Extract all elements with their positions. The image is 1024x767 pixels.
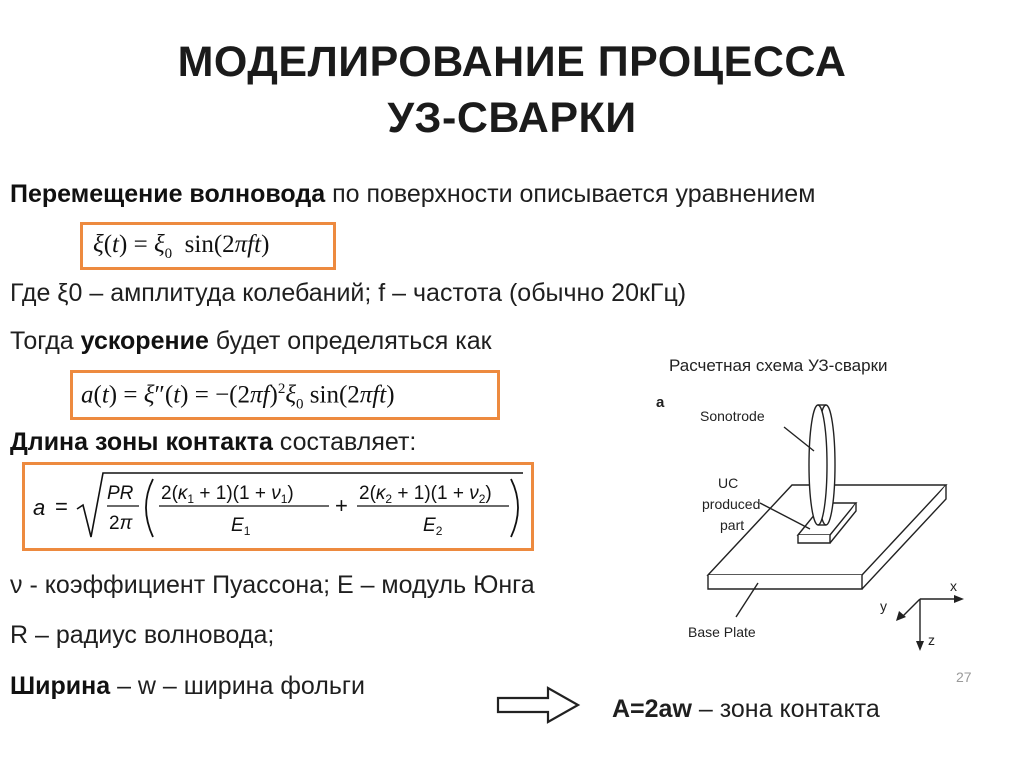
ultrasonic-welding-diagram [650,385,980,675]
term-acceleration: ускорение [80,327,209,355]
svg-text:2(κ1 + 1)(1 + ν1): $2(\kappa_1 + 1)(1 + \nu_1)$ [161,483,294,506]
right-arrow-icon [496,686,582,724]
text-line-width [10,672,365,701]
label-axis-x: x [950,578,957,594]
page-number: 27 [956,669,972,685]
label-uc-2: produced [702,496,761,512]
contact-area-formula: A=2aw [612,695,692,723]
line4-rest: составляет: [272,428,417,456]
label-uc-1: UC [718,475,739,491]
text-line-displacement [10,180,815,209]
title-line-2: УЗ-СВАРКИ [387,94,637,142]
label-uc-3: part [720,517,745,533]
term-waveguide-displacement: Перемещение волновода [10,180,326,208]
svg-text:E1: $E_1$ [231,515,251,538]
text-line-contact-length [10,428,416,457]
text-line-acceleration [10,327,492,356]
text-line-radius: R – радиус волновода; [10,621,275,649]
term-width: Ширина [10,672,111,700]
formula-acceleration: $a(t) = \xi''(t) = -(2\pi f)^2\xi_0$ sin(2πft) [70,370,500,420]
svg-text:a: a [33,495,46,520]
svg-text:=: = [55,494,68,519]
formula-displacement: $\xi(t) = \xi_0$ sin(2πft) [80,222,336,270]
svg-text:E2: $E_2$ [423,515,443,538]
svg-text:PR: PR [107,483,134,504]
text-line-amplitude: Где ξ0 – амплитуда колебаний; f – частота (обычно 20кГц) [10,279,687,307]
formula-contact-length [22,462,534,551]
line3-pre: Тогда [10,327,81,355]
line7-rest: – w – ширина фольги [110,672,365,700]
svg-text:2π: 2π [109,513,133,534]
svg-text:2(κ2 + 1)(1 + ν2): $2(\kappa_2 + 1)(1 + \nu_2)$ [359,483,492,506]
contact-rest: – зона контакта [691,695,880,723]
panel-label: a [656,394,665,411]
title-line-1: МОДЕЛИРОВАНИЕ ПРОЦЕССА [177,38,847,86]
contact-length-formula-graphic [25,465,531,548]
label-axis-z: z [928,632,935,648]
slide-title [0,34,1024,146]
label-base-plate: Base Plate [688,624,756,640]
label-sonotrode: Sonotrode [700,408,765,424]
line3-rest: будет определяться как [208,327,492,355]
svg-text:+: + [335,493,348,518]
text-line-poisson: ν - коэффициент Пуассона; E – модуль Юнга [10,571,535,599]
contact-zone-text [612,695,880,724]
line1-rest: по поверхности описывается уравнением [325,180,816,208]
figure-caption: Расчетная схема УЗ-сварки [669,356,888,375]
label-axis-y: y [880,598,887,614]
term-contact-length: Длина зоны контакта [10,428,273,456]
